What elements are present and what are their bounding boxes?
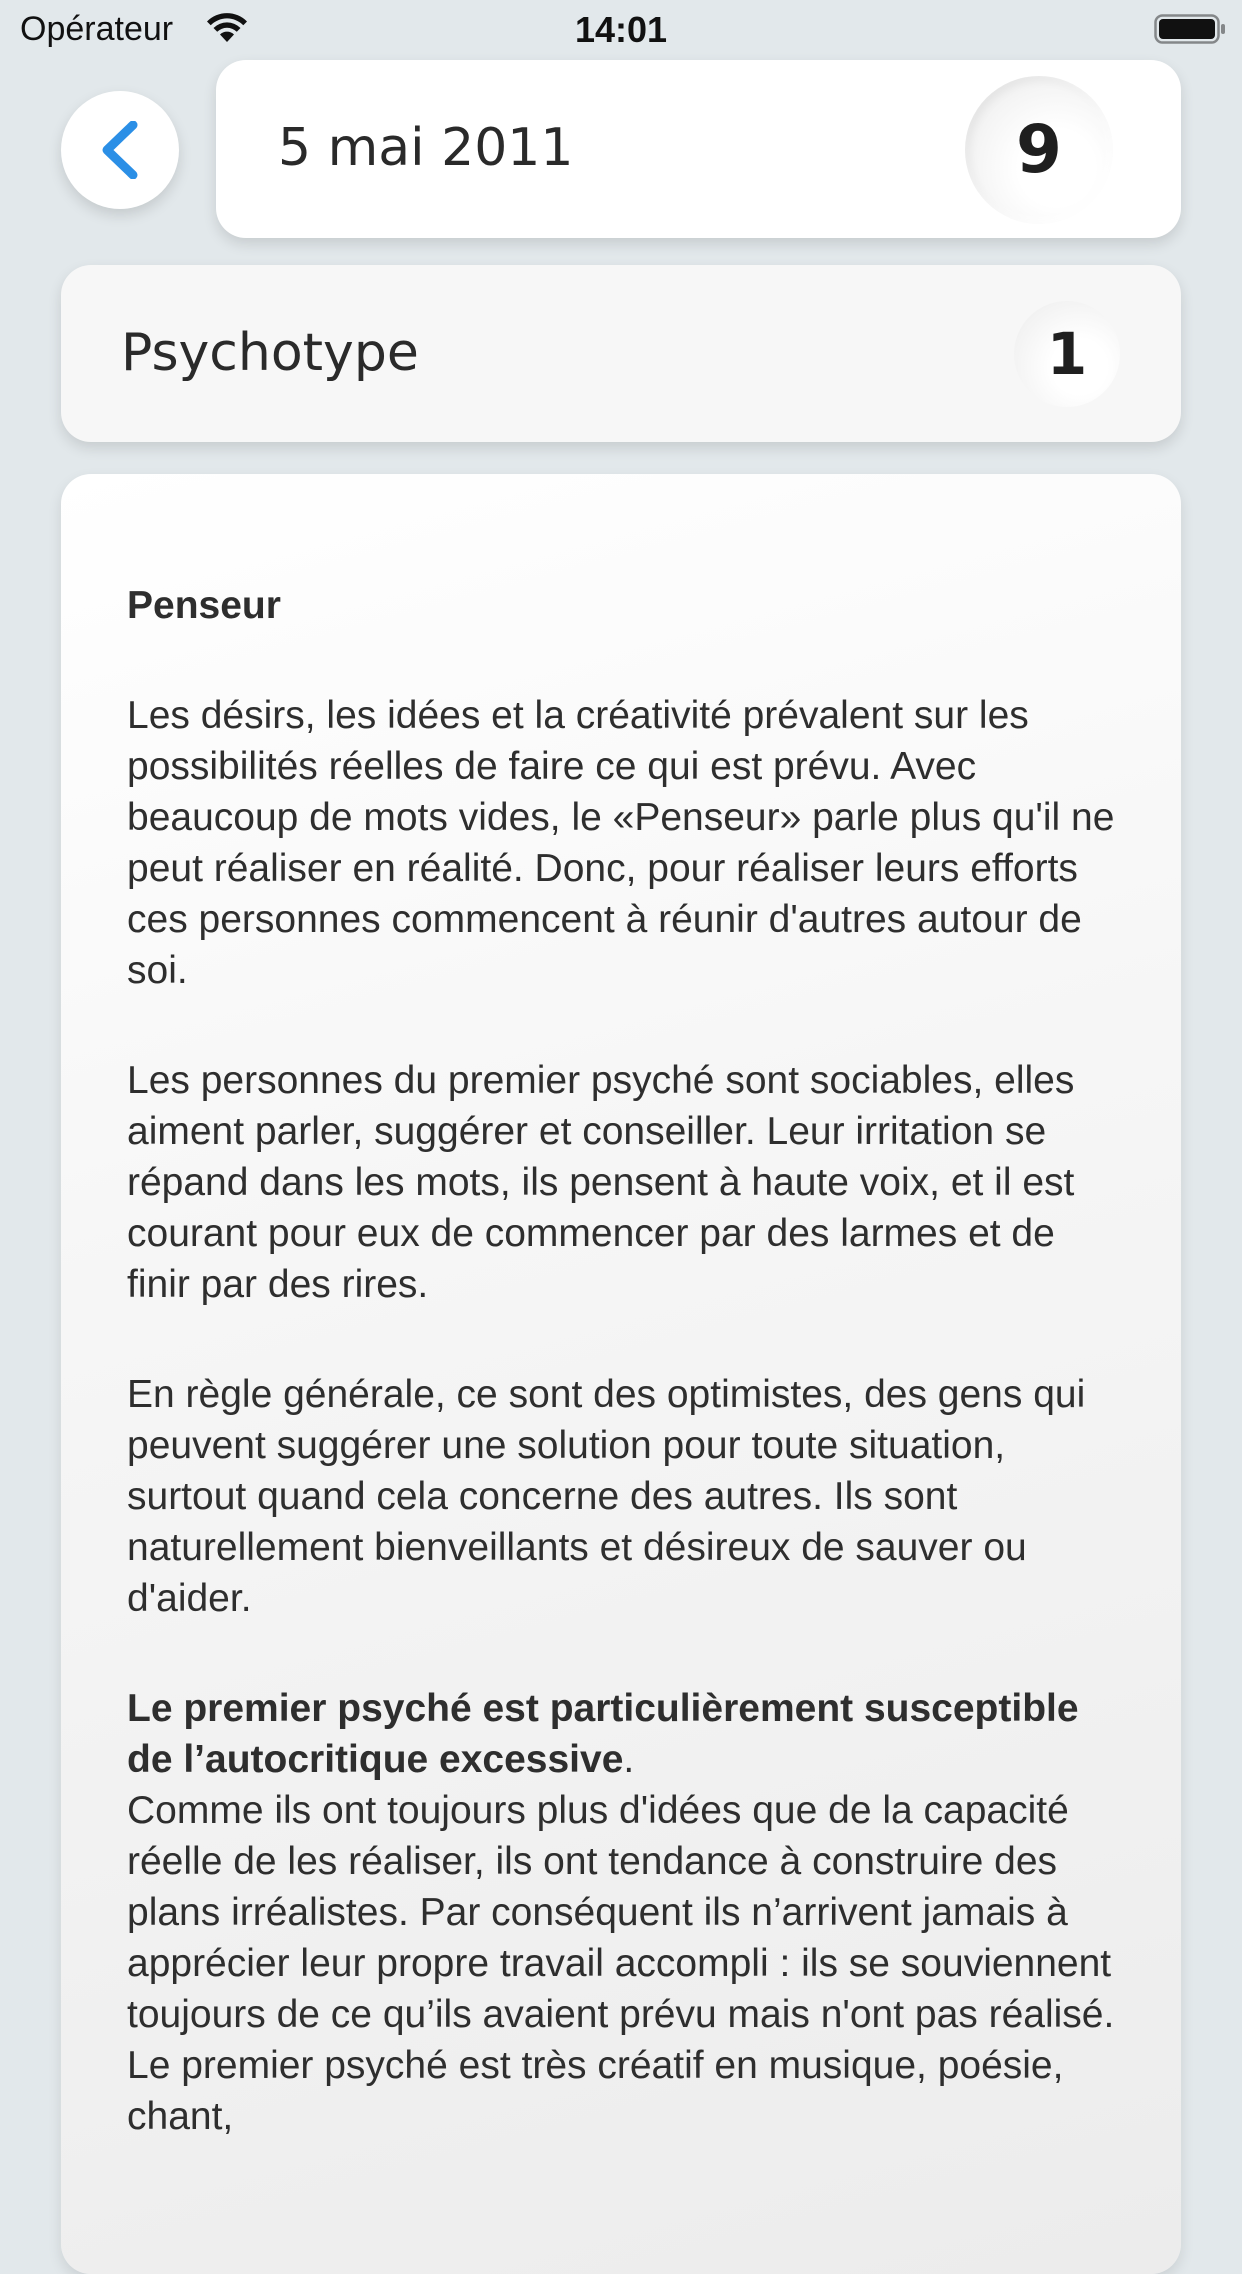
battery-icon bbox=[1154, 14, 1226, 44]
psychotype-label: Psychotype bbox=[121, 323, 419, 383]
paragraph-4 bbox=[127, 1683, 1127, 2142]
back-button[interactable] bbox=[61, 91, 179, 209]
status-time: 14:01 bbox=[574, 9, 668, 50]
paragraph-4-body: Comme ils ont toujours plus d'idées que de la capacité réelle de les réaliser, ils ont tendance à construire des plans irréalistes. Par conséquent ils n’arrivent jamais à apprécier leur propre travail accompli : ils se souviennent toujours de ce qu’ils avaient prévu mais n'ont pas réalisé. Le premier psyché est très créatif en musique, poésie, chant, bbox=[127, 1789, 1115, 2138]
description-card[interactable] bbox=[61, 474, 1181, 2274]
date-card[interactable] bbox=[216, 60, 1181, 238]
paragraph-4-emphasis: Le premier psyché est particulièrement susceptible de l’autocritique excessive bbox=[127, 1687, 1079, 1781]
paragraph-4-punct: . bbox=[623, 1738, 635, 1781]
chevron-left-icon bbox=[97, 121, 143, 179]
paragraph-2: Les personnes du premier psyché sont sociables, elles aiment parler, suggérer et conseiller. Leur irritation se répand dans les mots, ils pensent à haute voix, et il est courant pour eux de commencer par des larmes et de finir par des rires. bbox=[127, 1059, 1075, 1306]
psychotype-title: Penseur bbox=[127, 584, 281, 627]
psychotype-number-badge: 1 bbox=[1014, 301, 1120, 407]
date-number-badge: 9 bbox=[965, 76, 1113, 224]
paragraph-1: Les désirs, les idées et la créativité prévalent sur les possibilités réelles de faire ce qui est prévu. Avec beaucoup de mots vides, le «Penseur» parle plus qu'il ne peut réaliser en réalité. Donc, pour réaliser leurs efforts ces personnes commencent à réunir d'autres autour de soi. bbox=[127, 694, 1115, 992]
paragraph-3: En règle générale, ce sont des optimistes, des gens qui peuvent suggérer une solution pour toute situation, surtout quand cela concerne des autres. Ils sont naturellement bienveillants et désireux de sauver ou d'aider. bbox=[127, 1373, 1086, 1620]
date-label: 5 mai 2011 bbox=[278, 118, 574, 178]
status-bar bbox=[0, 0, 1242, 60]
carrier-label: Opérateur bbox=[20, 10, 174, 48]
description-text bbox=[127, 580, 1127, 2201]
psychotype-card[interactable] bbox=[61, 265, 1181, 442]
